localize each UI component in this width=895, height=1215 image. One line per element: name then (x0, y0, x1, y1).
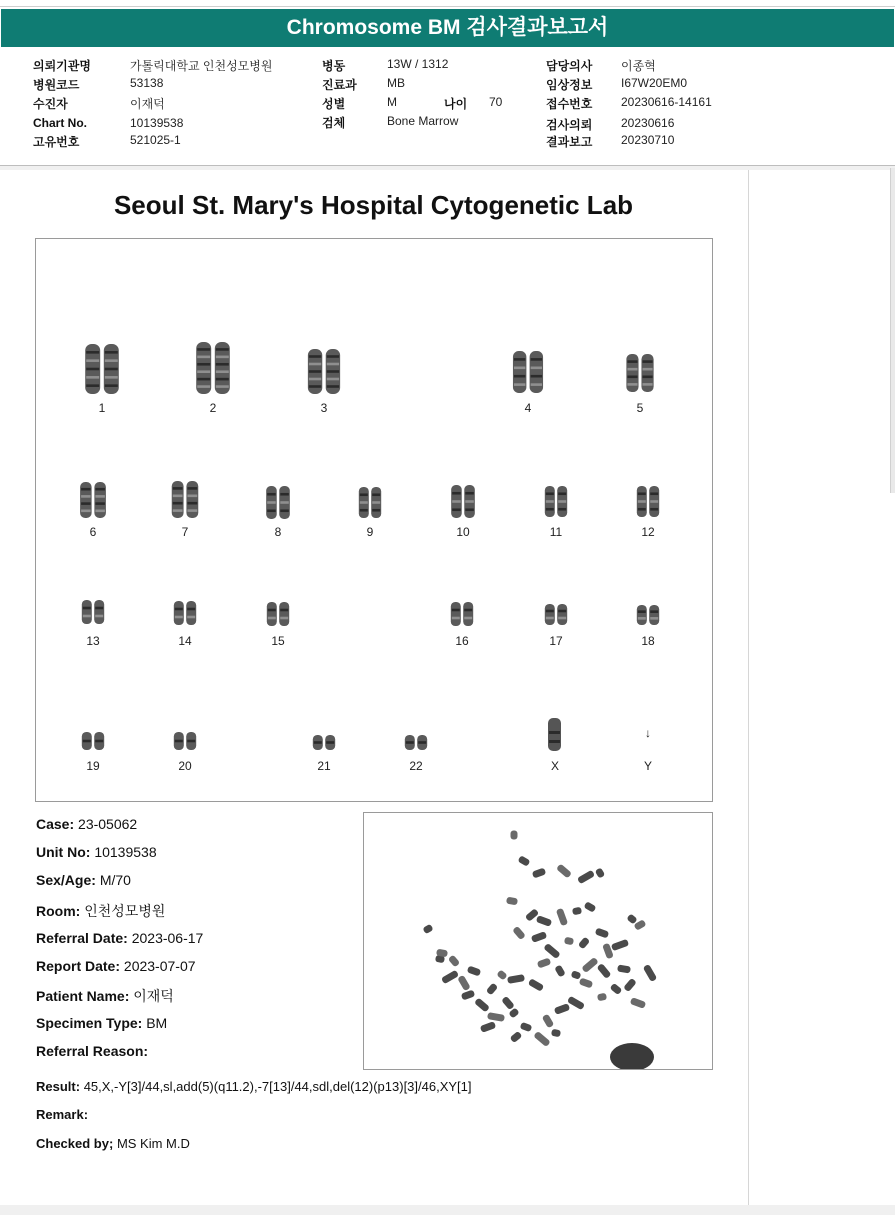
patient-name-value: 이재덕 (133, 988, 174, 1004)
chromosome-pair-2 (196, 342, 230, 394)
sex-age-value: M/70 (99, 872, 131, 888)
chromosome-label-18: 18 (641, 634, 655, 648)
chromosome-label-16: 16 (455, 634, 469, 648)
metaphase-chromosome (623, 978, 637, 992)
chromosome-label-14: 14 (178, 634, 192, 648)
metaphase-chromosome (567, 996, 585, 1011)
chromosome-label-Y: Y (643, 759, 653, 773)
header-value-ward: 13W / 1312 (387, 57, 449, 71)
metaphase-chromosome (510, 1031, 523, 1043)
metaphase-chromosome (474, 997, 490, 1012)
metaphase-image (363, 812, 713, 1070)
case-key: Case: (36, 816, 75, 832)
header-label-age: 나이 (444, 97, 468, 111)
metaphase-chromosome (572, 907, 582, 915)
header-value-institution: 가톨릭대학교 인천성모병원 (130, 59, 273, 73)
chromosome-pair-21 (313, 735, 335, 750)
unit-no-key: Unit No: (36, 844, 91, 860)
metaphase-chromosome (448, 955, 460, 968)
report-title: Chromosome BM 검사결과보고서 (1, 9, 894, 47)
metaphase-chromosome (507, 974, 525, 984)
header-label-unique-id: 고유번호 (33, 135, 80, 149)
chromosome-pair-18 (637, 605, 659, 625)
remark-row (36, 1107, 88, 1122)
checked-by-value: MS Kim M.D (116, 1136, 190, 1151)
chromosome-label-8: 8 (274, 525, 282, 539)
metaphase-chromosome (542, 1014, 555, 1029)
header-label-patient: 수진자 (33, 97, 68, 111)
metaphase-figure (364, 813, 712, 1069)
specimen-type-row (36, 1015, 167, 1031)
chromosome-label-19: 19 (86, 759, 100, 773)
case-value: 23-05062 (78, 816, 138, 832)
header-label-request-date: 검사의뢰 (546, 118, 593, 132)
patient-name-key: Patient Name: (36, 988, 130, 1004)
referral-date-value: 2023-06-17 (131, 930, 204, 946)
chromosome-label-6: 6 (89, 525, 97, 539)
metaphase-chromosome (501, 996, 515, 1010)
specimen-type-key: Specimen Type: (36, 1015, 143, 1031)
chromosome-pair-4 (513, 351, 543, 393)
chromosome-label-13: 13 (86, 634, 100, 648)
chromosome-pair-5 (626, 354, 653, 392)
header-label-report-date: 결과보고 (546, 135, 593, 149)
karyogram-image (35, 238, 713, 802)
metaphase-chromosome (571, 970, 582, 980)
chromosome-pair-3 (308, 349, 340, 394)
chromosome-pair-16 (451, 602, 473, 626)
metaphase-chromosome (531, 931, 547, 943)
referral-reason-row (36, 1043, 148, 1059)
metaphase-chromosome (543, 943, 561, 959)
case-row (36, 816, 137, 832)
chromosome-pair-7 (172, 481, 199, 518)
checked-by-row (36, 1136, 190, 1151)
patient-name-row (36, 986, 174, 1006)
chromosome-label-15: 15 (271, 634, 285, 648)
metaphase-chromosome (528, 978, 544, 992)
metaphase-chromosome (554, 1003, 570, 1015)
metaphase-chromosome (583, 901, 596, 913)
sex-age-key: Sex/Age: (36, 872, 96, 888)
metaphase-chromosome (461, 989, 476, 1000)
chromosome-label-21: 21 (317, 759, 331, 773)
chromosome-label-1: 1 (98, 401, 106, 415)
chromosome-pair-13 (82, 600, 104, 624)
metaphase-chromosome (556, 863, 572, 878)
metaphase-chromosome (511, 831, 518, 840)
referral-date-row (36, 930, 203, 946)
metaphase-chromosome (506, 897, 518, 906)
metaphase-chromosome (441, 970, 459, 985)
metaphase-chromosome (577, 870, 595, 885)
chromosome-pair-1 (85, 344, 119, 394)
metaphase-chromosome (610, 983, 623, 995)
result-key: Result: (36, 1079, 81, 1094)
chromosome-pair-22 (405, 735, 427, 750)
chromosome-pair-12 (637, 486, 659, 517)
referral-date-key: Referral Date: (36, 930, 128, 946)
header-label-institution: 의뢰기관명 (33, 59, 91, 73)
metaphase-chromosome (496, 969, 507, 980)
header-label-chart-no: Chart No. (33, 116, 87, 130)
metaphase-chromosome (517, 855, 530, 867)
chromosome-pair-9 (359, 487, 381, 518)
header-value-chart-no: 10139538 (130, 116, 184, 130)
metaphase-chromosome (551, 1029, 561, 1037)
header-value-unique-id: 521025-1 (130, 133, 181, 147)
result-value: 45,X,-Y[3]/44,sl,add(5)(q11.2),-7[13]/44,sdl,del(12)(p13)[3]/46,XY[1] (83, 1079, 472, 1094)
header-value-patient: 이재덕 (130, 97, 165, 111)
report-date-key: Report Date: (36, 958, 121, 974)
checked-by-key: Checked by; (36, 1136, 114, 1151)
header-label-ward: 병동 (322, 59, 346, 73)
chromosome-label-11: 11 (549, 525, 563, 539)
header-label-department: 진료과 (322, 78, 357, 92)
chromosome-label-12: 12 (641, 525, 655, 539)
metaphase-chromosome (512, 926, 526, 940)
header-label-receipt-no: 접수번호 (546, 97, 593, 111)
chromosome-label-5: 5 (636, 401, 644, 415)
metaphase-chromosome (422, 924, 433, 935)
metaphase-chromosome (596, 963, 611, 979)
header-value-specimen: Bone Marrow (387, 114, 459, 128)
chromosome-label-17: 17 (549, 634, 563, 648)
metaphase-chromosome (597, 993, 607, 1001)
chromosome-pair-19 (82, 732, 104, 750)
room-value: 인천성모병원 (84, 903, 166, 919)
metaphase-chromosome (564, 937, 574, 945)
header-value-report-date: 20230710 (621, 133, 675, 147)
metaphase-chromosome (554, 964, 566, 977)
report-date-row (36, 958, 196, 974)
metaphase-chromosome (467, 965, 482, 976)
result-row (36, 1079, 472, 1094)
metaphase-chromosome (480, 1021, 496, 1033)
chromosome-pair-17 (545, 604, 567, 625)
header-label-hospital-code: 병원코드 (33, 78, 80, 92)
header-value-age: 70 (489, 95, 503, 109)
metaphase-chromosome (611, 939, 629, 951)
metaphase-chromosome (578, 937, 590, 950)
chromosome-pair-6 (80, 482, 106, 518)
header-label-clinical-info: 임상정보 (546, 78, 593, 92)
chromosome-label-7: 7 (181, 525, 189, 539)
header-value-clinical-info: I67W20EM0 (621, 76, 688, 90)
metaphase-chromosome (537, 957, 552, 968)
header-value-receipt-no: 20230616-14161 (621, 95, 712, 109)
y-missing-arrow-icon: ↓ (645, 726, 651, 740)
metaphase-chromosome (508, 1007, 519, 1018)
window-top-edge (0, 0, 895, 7)
metaphase-chromosome (486, 983, 498, 996)
chromosome-label-22: 22 (409, 759, 423, 773)
header-value-department: MB (387, 76, 405, 90)
metaphase-chromosome (487, 1012, 505, 1022)
metaphase-chromosome (457, 975, 471, 991)
lab-title: Seoul St. Mary's Hospital Cytogenetic Lab (113, 190, 634, 220)
room-key: Room: (36, 903, 81, 919)
header-label-sex: 성별 (322, 97, 346, 111)
metaphase-chromosome (626, 913, 637, 924)
chromosome-label-9: 9 (366, 525, 374, 539)
metaphase-chromosome (579, 977, 594, 988)
header-value-request-date: 20230616 (621, 116, 675, 130)
vertical-scrollbar[interactable] (890, 168, 895, 493)
chromosome-pair-20 (174, 732, 196, 750)
header-label-specimen: 검체 (322, 116, 346, 130)
room-row (36, 901, 165, 921)
remark-key: Remark: (36, 1107, 89, 1122)
metaphase-chromosome (520, 1022, 533, 1032)
chromosome-label-10: 10 (456, 525, 470, 539)
chromosome-pair-8 (266, 486, 290, 519)
chromosome-pair-14 (174, 601, 196, 625)
metaphase-chromosome (536, 915, 552, 927)
chromosome-pair-15 (267, 602, 289, 626)
metaphase-chromosome (532, 867, 547, 878)
unit-no-value: 10139538 (94, 844, 157, 860)
metaphase-chromosome (595, 867, 606, 878)
header-label-doctor: 담당의사 (546, 59, 593, 73)
referral-reason-key: Referral Reason: (36, 1043, 149, 1059)
metaphase-chromosome (533, 1031, 551, 1047)
header-value-doctor: 이종혁 (621, 59, 656, 73)
chromosome-label-2: 2 (209, 401, 217, 415)
report-date-value: 2023-07-07 (123, 958, 196, 974)
header-value-sex: M (387, 95, 397, 109)
metaphase-chromosome (643, 964, 658, 982)
nucleus-blob (610, 1043, 654, 1069)
chromosome-label-X: X (550, 759, 560, 773)
karyogram-figure (36, 239, 712, 801)
chromosome-label-4: 4 (524, 401, 532, 415)
chromosome-label-20: 20 (178, 759, 192, 773)
chromosome-X (548, 718, 561, 751)
metaphase-chromosome (556, 908, 568, 926)
side-panel (749, 170, 895, 1205)
header-value-hospital-code: 53138 (130, 76, 164, 90)
metaphase-chromosome (581, 957, 599, 973)
metaphase-chromosome (617, 964, 631, 973)
sex-age-row (36, 872, 131, 888)
chromosome-pair-10 (451, 485, 475, 518)
chromosome-label-3: 3 (320, 401, 328, 415)
unit-no-row (36, 844, 157, 860)
metaphase-chromosome (595, 927, 610, 938)
metaphase-chromosome (630, 997, 646, 1009)
chromosome-pair-11 (545, 486, 567, 517)
specimen-type-value: BM (146, 1015, 168, 1031)
